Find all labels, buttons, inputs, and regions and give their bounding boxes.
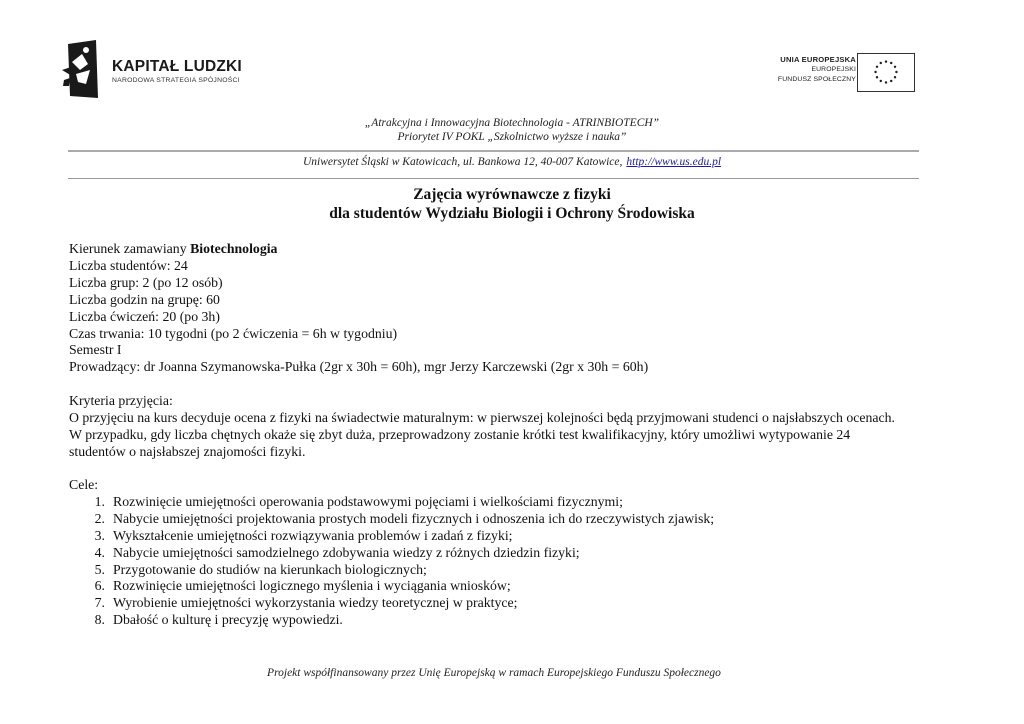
eu-logo-line1: UNIA EUROPEJSKA [780,55,856,64]
goal-number: 6. [94,578,105,594]
kapital-ludzki-title: KAPITAŁ LUDZKI [112,58,242,75]
document-title [0,185,1024,223]
goals-heading: Cele: [69,477,99,492]
goal-number: 7. [94,595,105,611]
eu-logo-text [778,55,856,84]
goal-number: 4. [94,544,105,560]
goal-text: Rozwinięcie umiejętności logicznego myślenia i wyciągania wniosków; [113,578,511,594]
goal-item [69,612,714,629]
goal-item [69,562,714,579]
goal-text: Nabycie umiejętności samodzielnego zdobywania wiedzy z różnych dziedzin fizyki; [113,544,580,560]
eu-logo [770,52,920,94]
goal-item [69,578,714,595]
course-info [69,241,648,376]
goal-number: 5. [94,561,105,577]
goal-text: Dbałość o kulturę i precyzję wypowiedzi. [113,612,343,628]
eu-stars-flag-icon [857,53,915,92]
goal-item [69,595,714,612]
goal-item [69,528,714,545]
goal-number: 1. [94,493,105,509]
project-name: „Atrakcyjna i Innowacyjna Biotechnologia - ATRINBIOTECH” [364,117,660,129]
header-divider-top [68,150,919,152]
admission-criteria [69,393,929,461]
document-title-line1: Zajęcia wyrównawcze z fizyki [413,186,611,203]
course-direction-label: Kierunek zamawiany [69,241,187,256]
goal-number: 2. [94,510,105,526]
header-divider-bottom [68,178,919,179]
page-footer: Projekt współfinansowany przez Unię Europejską w ramach Europejskiego Funduszu Społecznego [267,667,721,679]
groups-count: Liczba grup: 2 (po 12 osób) [69,274,223,290]
eu-logo-line2: EUROPEJSKI [811,66,856,73]
course-goals [69,477,714,629]
goal-text: Przygotowanie do studiów na kierunkach biologicznych; [113,561,427,577]
university-url-link[interactable]: http://www.us.edu.pl [626,156,722,168]
exercises-count: Liczba ćwiczeń: 20 (po 3h) [69,308,220,324]
course-direction-value: Biotechnologia [190,241,278,256]
criteria-text: O przyjęciu na kurs decyduje ocena z fizyki na świadectwie maturalnym: w pierwszej kolejności będą przyjmowani studenci o najsłabszych ocenach. W przypadku, gdy liczba chętnych okaże się zbyt duża, przeprowadzony zostanie krótki test kwalifikacyjny, który umożliwi wytypowanie 24 studentów o najsłabszej znajomości fizyki. [69,409,895,459]
project-header [0,116,1024,144]
university-line [0,156,1024,168]
eu-logo-line3: FUNDUSZ SPOŁECZNY [777,75,856,83]
goal-text: Nabycie umiejętności projektowania prostych modeli fizycznych i odnoszenia ich do rzeczywistych zjawisk; [113,510,715,526]
goals-list [69,494,714,629]
goal-item [69,511,714,528]
university-address: Uniwersytet Śląski w Katowicach, ul. Bankowa 12, 40-007 Katowice, [302,156,623,168]
criteria-heading: Kryteria przyjęcia: [69,393,173,408]
hours-per-group: Liczba godzin na grupę: 60 [69,291,220,307]
goal-text: Wykształcenie umiejętności rozwiązywania problemów i zadań z fizyki; [113,527,513,543]
course-direction [69,241,648,258]
goal-text: Rozwinięcie umiejętności operowania podstawowymi pojęciami i wielkościami fizycznymi; [113,493,623,509]
course-duration: Czas trwania: 10 tygodni (po 2 ćwiczenia = 6h w tygodniu) [69,325,398,341]
project-priority: Priorytet IV POKL „Szkolnictwo wyższe i nauka” [397,131,627,143]
kapital-ludzki-subtitle: NARODOWA STRATEGIA SPÓJNOŚCI [112,77,240,84]
goal-number: 3. [94,527,105,543]
instructors: Prowadzący: dr Joanna Szymanowska-Pułka (2gr x 30h = 60h), mgr Jerzy Karczewski (2gr x 30h = 60h) [69,359,649,375]
students-count: Liczba studentów: 24 [69,257,188,273]
kapital-ludzki-emblem-icon [60,40,102,100]
kapital-ludzki-logo [60,40,260,104]
semester: Semestr I [69,342,122,358]
goal-item [69,545,714,562]
goal-text: Wyrobienie umiejętności wykorzystania wiedzy teoretycznej w praktyce; [113,595,518,611]
goal-item [69,494,714,511]
document-title-line2: dla studentów Wydziału Biologii i Ochrony Środowiska [329,205,695,222]
goal-number: 8. [94,612,105,628]
